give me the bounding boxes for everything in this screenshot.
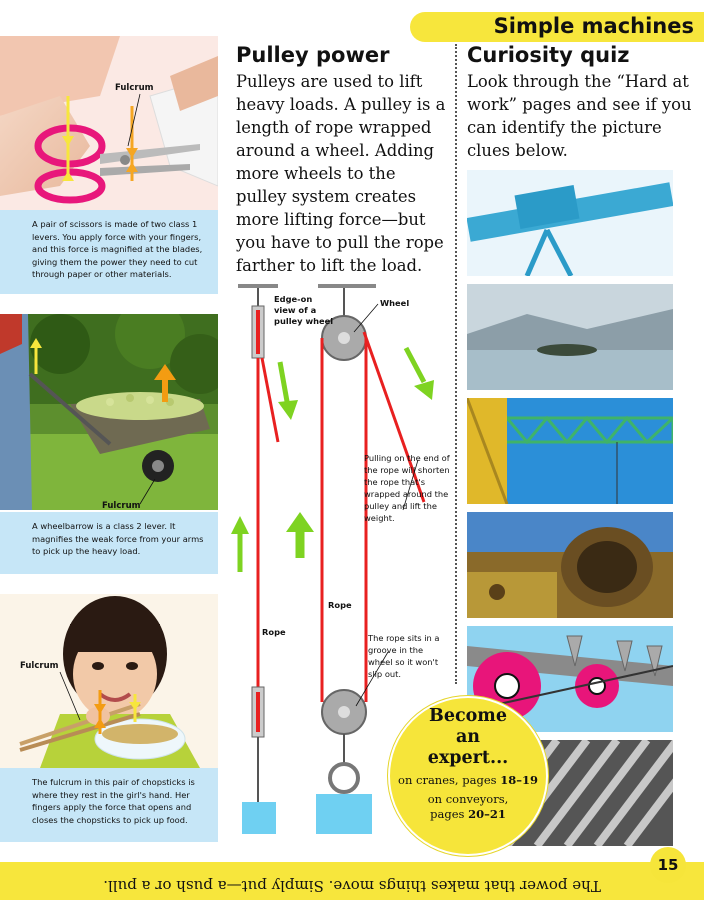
expert-cranes-line	[390, 773, 546, 788]
column-divider	[455, 44, 457, 684]
wheelbarrow-fulcrum-label: Fulcrum	[102, 501, 141, 511]
label-rope-left: Rope	[262, 627, 286, 637]
label-edge-on-view: Edge-on view of a pulley wheel	[274, 294, 334, 326]
quiz-photo-winch	[467, 512, 673, 618]
chopsticks-caption: The fulcrum in this pair of chopsticks is where they rest in the girl's hand. Her fingers apply the force that opens and closes the chopsticks to pick up food.	[0, 768, 218, 842]
expert-conveyors-text: on conveyors, pages	[427, 792, 509, 821]
note-pull-rope: Pulling on the end of the rope will shorten the rope that's wrapped around the pulley and lift the weight.	[364, 453, 450, 523]
label-wheel: Wheel	[380, 298, 410, 308]
pulley-heading: Pulley power	[236, 43, 390, 67]
expert-conveyors-pages: 20–21	[468, 807, 506, 821]
expert-title: Become an expert...	[427, 706, 509, 768]
footer-bar	[0, 862, 704, 900]
pulley-body: Pulleys are used to lift heavy loads. A pulley is a length of rope wrapped around a wheel. Adding more wheels to the pulley system creates more lifting force—but you have to pull the rope farther to lift the load.	[236, 72, 446, 275]
expert-cranes-text: on cranes, pages	[398, 773, 501, 787]
scissors-photo	[0, 36, 218, 210]
scissors-caption: A pair of scissors is made of two class 1 levers. You apply force with your fingers, and this force is magnified at the blades, giving them the power they need to cut through paper or other materials.	[0, 210, 218, 294]
page-number: 15	[650, 847, 686, 883]
quiz-photo-lake	[467, 284, 673, 390]
label-rope-right: Rope	[328, 600, 352, 610]
scissors-fulcrum-label: Fulcrum	[115, 83, 154, 93]
note-groove: The rope sits in a groove in the wheel so it won't slip out.	[368, 633, 440, 679]
chopsticks-fulcrum-label: Fulcrum	[20, 661, 59, 671]
section-title: Simple machines	[493, 14, 694, 38]
quiz-photo-crane-tower	[467, 398, 673, 504]
footer-upside-down-text: The power that makes things move. Simply put—a push or a pull.	[103, 877, 601, 895]
wheelbarrow-caption: A wheelbarrow is a class 2 lever. It magnifies the weak force from your arms to pick up the heavy load.	[0, 512, 218, 574]
quiz-body: Look through the “Hard at work” pages and see if you can identify the picture clues below.	[467, 72, 692, 160]
expert-conveyors-line	[390, 792, 546, 822]
quiz-photo-crane-arm	[467, 170, 673, 276]
chopsticks-photo	[0, 594, 218, 768]
section-tab	[410, 12, 704, 42]
wheelbarrow-photo	[0, 314, 218, 510]
quiz-heading: Curiosity quiz	[467, 43, 630, 67]
expert-cranes-pages: 18–19	[500, 773, 538, 787]
become-expert-badge	[388, 696, 548, 856]
